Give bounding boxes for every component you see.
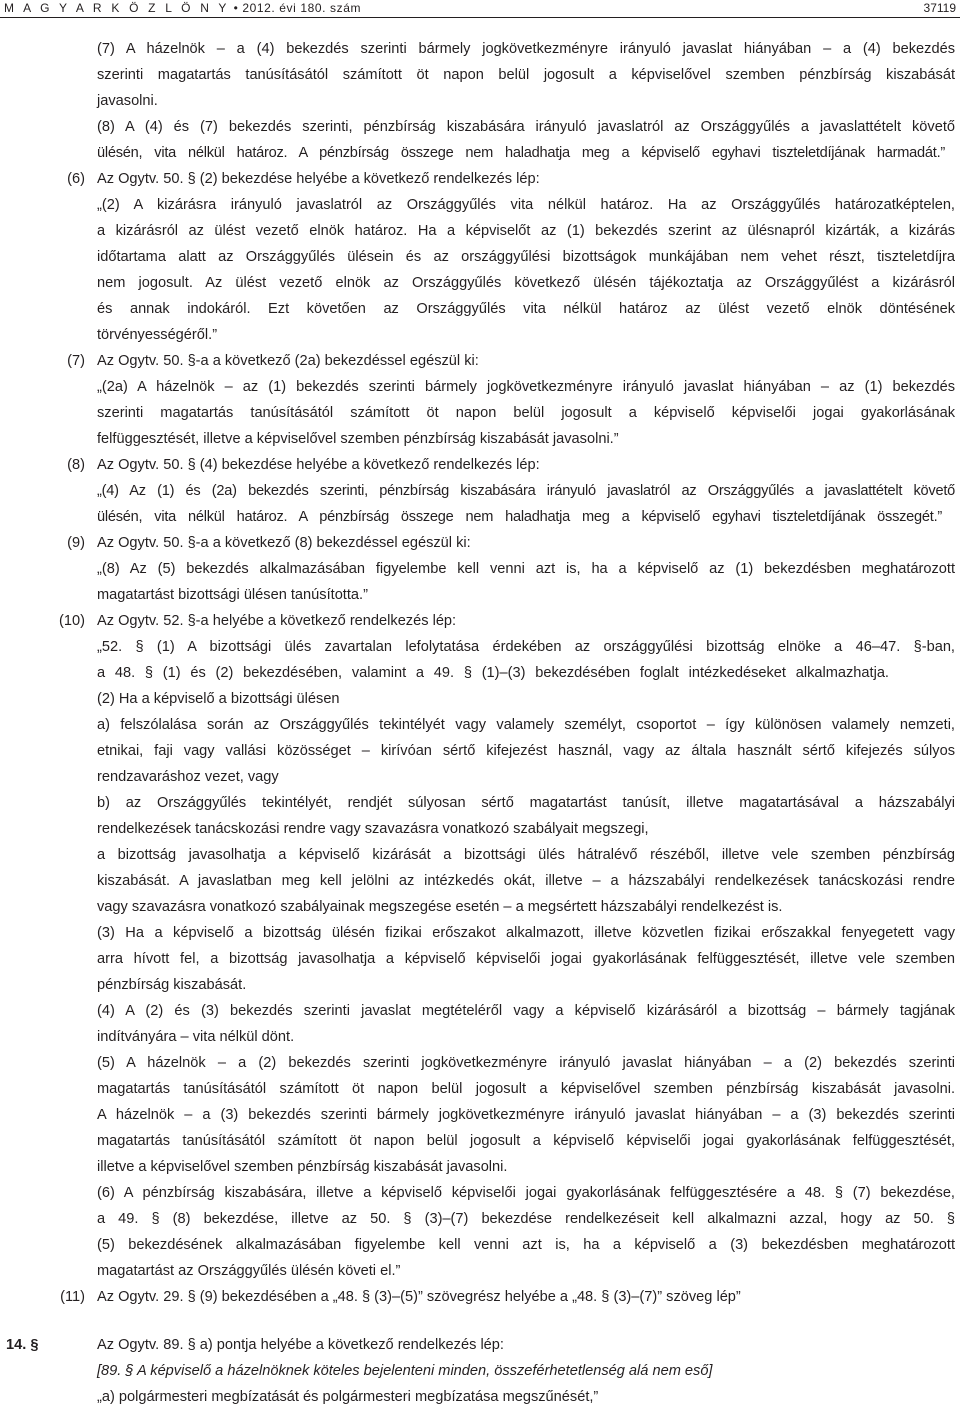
- text-line: szerinti magatartás tanúsításától számított öt napon belül jogosult a képviselővel szemben pénzbírság kiszabását: [97, 67, 955, 83]
- paragraph-number: (11): [60, 1289, 85, 1305]
- text-line: felfüggesztését, illetve a képviselővel szemben pénzbírság kiszabását javasolni.”: [97, 431, 619, 447]
- text-line: Az Ogytv. 89. § a) pontja helyébe a következő rendelkezés lép:: [97, 1337, 504, 1353]
- text-line: illetve a képviselővel szemben pénzbírság kiszabását javasolni.: [97, 1159, 508, 1175]
- text-line: magatartást bizottsági ülésen tanúsította.”: [97, 587, 368, 603]
- paragraph-number: (8): [67, 457, 85, 473]
- header-divider: [0, 17, 960, 18]
- text-line: (2) Ha a képviselő a bizottsági ülésen: [97, 691, 340, 707]
- text-line: szerinti magatartás tanúsításától számított öt napon belül jogosult a képviselő képviselői jogai gyakorlásának: [97, 405, 955, 421]
- text-line: (5) bekezdésének alkalmazásában figyelembe kell venni azt is, ha a képviselő a (3) bekezdésben meghatározott: [97, 1237, 955, 1253]
- page-header: [0, 0, 960, 22]
- text-line: [89. § A képviselő a házelnöknek köteles bejelenteni minden, összeférhetetlenség alá nem eső]: [97, 1363, 713, 1379]
- text-line: (3) Ha a képviselő a bizottság ülésén fizikai erőszakot alkalmazott, illetve közvetlen fizikai erőszakkal fenyegetett vagy: [97, 925, 955, 941]
- journal-title: M A G Y A R K Ö Z L Ö N Y: [4, 1, 230, 15]
- text-line: „(2) A kizárásra irányuló javaslatról az Országgyűlés vita nélkül határoz. Ha az Országgyűlés határozatképtelen,: [97, 197, 955, 213]
- text-line: a 48. § (1) és (2) bekezdésében, valamint a 49. § (1)–(3) bekezdésében foglalt intézkedéseket alkalmazhatja.: [97, 665, 889, 681]
- text-line: (4) A (2) és (3) bekezdés szerinti javaslat megtételéről vagy a képviselő kizárásáról a bizottság – bármely tagjának: [97, 1003, 955, 1019]
- text-line: rendelkezések tanácskozási rendre vagy szavazásra vonatkozó szabályait megszegi,: [97, 821, 649, 837]
- text-line: (5) A házelnök – a (2) bekezdés szerinti jogkövetkezményre irányuló javaslat hiányában – a (2) bekezdés szerinti: [97, 1055, 955, 1071]
- text-line: magatartás tanúsításától számított öt napon belül jogosult a képviselő képviselői jogai gyakorlásának felfüggesztését,: [97, 1133, 955, 1149]
- text-line: ülésén, vita nélkül határoz. A pénzbírság összege nem haladhatja meg a képviselő egyhavi tiszteletdíjának harmadát.”: [97, 145, 945, 161]
- text-line: Az Ogytv. 50. §-a a következő (8) bekezdéssel egészül ki:: [97, 535, 471, 551]
- text-line: rendzavaráshoz vezet, vagy: [97, 769, 279, 785]
- text-line: arra hívott fel, a bizottság javasolhatja a képviselő képviselői jogai gyakorlásának felfüggesztését, illetve vele szemben: [97, 951, 955, 967]
- text-line: a kizárásról az ülést vezető elnök határoz. Ha a képviselőt az (1) bekezdés szerint az ülésnapról kizárták, a kizárás: [97, 223, 955, 239]
- text-line: javasolni.: [97, 93, 158, 109]
- paragraph-number: (7): [67, 353, 85, 369]
- text-line: „(2a) A házelnök – az (1) bekezdés szerinti bármely jogkövetkezményre irányuló javaslat hiányában – az (1) bekezdés: [97, 379, 955, 395]
- section-number: 14. §: [6, 1337, 39, 1353]
- text-line: a 49. § (8) bekezdése, illetve az 50. § (3)–(7) bekezdése rendelkezéseit kell alkalmazni azzal, hogy az 50. §: [97, 1211, 955, 1227]
- text-line: pénzbírság kiszabását.: [97, 977, 247, 993]
- text-line: A házelnök – a (3) bekezdés szerinti bármely jogkövetkezményre irányuló javaslat hiányában – a (3) bekezdés szerinti: [97, 1107, 955, 1123]
- text-line: „52. § (1) A bizottsági ülés zavartalan lefolytatása érdekében az országgyűlési bizottság elnöke a 46–47. §-ban,: [97, 639, 955, 655]
- text-line: etnikai, faji vagy vallási közösséget – kirívóan sértő kifejezést használ, vagy az általa használt sértő kifejezés súlyos: [97, 743, 955, 759]
- text-line: és annak indokáról. Ezt követően az Országgyűlés vita nélkül határoz az ülést vezető elnök döntésének: [97, 301, 955, 317]
- text-line: vagy szavazásra vonatkozó szabályainak megszegése esetén – a megsértett házszabályi rendelkezést is.: [97, 899, 783, 915]
- header-bullet: •: [233, 1, 239, 15]
- text-line: „(4) Az (1) és (2a) bekezdés szerinti, pénzbírság kiszabására irányuló javaslatról az Országgyűlés a javaslattételt követő: [97, 483, 955, 499]
- text-line: a) felszólalása során az Országgyűlés tekintélyét vagy valamely személyt, csoportot – így különösen valamely nemzeti,: [97, 717, 955, 733]
- paragraph-number: (6): [67, 171, 85, 187]
- text-line: nem jogosult. Az ülést vezető elnök az Országgyűlés következő ülésén tájékoztatja az Országgyűlést a kizárásról: [97, 275, 955, 291]
- text-line: törvényességéről.”: [97, 327, 218, 343]
- text-line: magatartás tanúsításától számított öt napon belül jogosult a képviselővel szemben pénzbírság kiszabását javasolni.: [97, 1081, 955, 1097]
- text-line: (8) A (4) és (7) bekezdés szerinti, pénzbírság kiszabására irányuló javaslatról az Országgyűlés a javaslattételt követő: [97, 119, 955, 135]
- text-line: Az Ogytv. 50. § (2) bekezdése helyébe a következő rendelkezés lép:: [97, 171, 540, 187]
- text-line: kiszabását. A javaslatban meg kell jelölni az intézkedés okát, illetve – a házszabályi rendelkezések tanácskozási rendre: [97, 873, 955, 889]
- text-line: a bizottság javasolhatja a képviselő kizárását a bizottsági ülés hátralévő részéből, illetve vele szemben pénzbírság: [97, 847, 955, 863]
- paragraph-number: (9): [67, 535, 85, 551]
- text-line: ülésén, vita nélkül határoz. A pénzbírság összege nem haladhatja meg a képviselő egyhavi tiszteletdíjának összegét.”: [97, 509, 942, 525]
- page-number: 37119: [923, 1, 956, 15]
- text-line: Az Ogytv. 50. § (4) bekezdése helyébe a következő rendelkezés lép:: [97, 457, 540, 473]
- text-line: indítványára – vita nélkül dönt.: [97, 1029, 295, 1045]
- text-line: „a) polgármesteri megbízatását és polgármesteri megbízatása megszűnését,”: [97, 1389, 599, 1405]
- paragraph-number: (10): [59, 613, 85, 629]
- text-line: magatartást az Országgyűlés ülésén követi el.”: [97, 1263, 401, 1279]
- text-line: (6) A pénzbírság kiszabására, illetve a képviselő képviselői jogai gyakorlásának felfüggesztésére a 48. § (7) bekezdése,: [97, 1185, 955, 1201]
- text-line: Az Ogytv. 50. §-a a következő (2a) bekezdéssel egészül ki:: [97, 353, 479, 369]
- header-left: [4, 1, 361, 15]
- issue-number: 2012. évi 180. szám: [242, 1, 362, 15]
- text-line: időtartama alatt az Országgyűlés ülésein és az országgyűlési bizottságok munkájában nem vehet részt, tiszteletdíjra: [97, 249, 955, 265]
- text-line: Az Ogytv. 29. § (9) bekezdésében a „48. § (3)–(5)” szövegrész helyébe a „48. § (3)–(7)” szöveg lép”: [97, 1289, 741, 1305]
- text-line: (7) A házelnök – a (4) bekezdés szerinti bármely jogkövetkezményre irányuló javaslat hiányában – a (4) bekezdés: [97, 41, 955, 57]
- text-line: b) az Országgyűlés tekintélyét, rendjét súlyosan sértő magatartást tanúsít, illetve magatartásával a házszabályi: [97, 795, 955, 811]
- text-line: „(8) Az (5) bekezdés alkalmazásában figyelembe kell venni azt is, ha a képviselő az (1) bekezdésben meghatározott: [97, 561, 955, 577]
- text-line: Az Ogytv. 52. §-a helyébe a következő rendelkezés lép:: [97, 613, 457, 629]
